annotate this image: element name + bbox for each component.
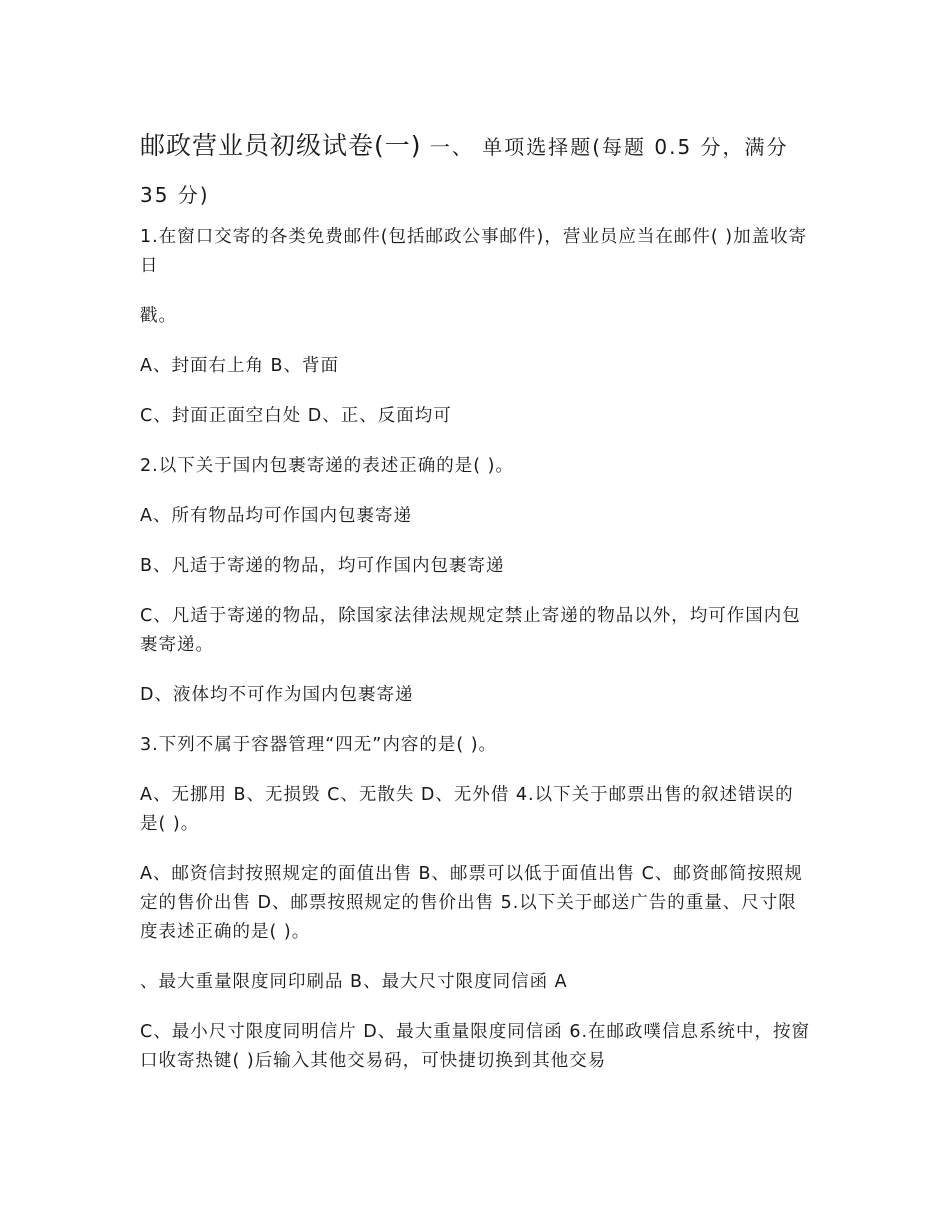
- question-4-options-and-question-5-stem: A、邮资信封按照规定的面值出售 B、邮票可以低于面值出售 C、邮资邮简按照规定的售价出售 D、邮票按照规定的售价出售 5.以下关于邮送广告的重量、尺寸限度表述正确的是( )。: [140, 864, 803, 942]
- question-1-stem-continued: 戳。: [140, 306, 177, 326]
- question-2-option-c: C、凡适于寄递的物品，除国家法律法规规定禁止寄递的物品以外，均可作国内包裹寄递。: [140, 606, 801, 655]
- question-2-option-a: A、所有物品均可作国内包裹寄递: [140, 506, 412, 526]
- question-5-options-cd-and-question-6-stem: C、最小尺寸限度同明信片 D、最大重量限度同信函 6.在邮政噗信息系统中，按窗口收寄热键( )后输入其他交易码，可快捷切换到其他交易: [140, 1022, 811, 1071]
- title-main: 邮政营业员初级试卷(一): [140, 131, 422, 160]
- document-body: [140, 122, 812, 1097]
- question-5-options-ab: 、最大重量限度同印刷品 B、最大尺寸限度同信函 A: [140, 972, 568, 992]
- question-1-options-ab: A、封面右上角 B、背面: [140, 356, 340, 376]
- question-3-stem: 3.下列不属于容器管理“四无”内容的是( )。: [140, 735, 498, 755]
- title-section-heading: 一、 单项选择题(每题 0.5 分，满分 35 分): [140, 135, 789, 207]
- question-2-stem: 2.以下关于国内包裹寄递的表述正确的是( )。: [140, 456, 514, 476]
- document-title: [140, 122, 812, 219]
- question-2-option-b: B、凡适于寄递的物品，均可作国内包裹寄递: [140, 556, 505, 576]
- question-2-option-d: D、液体均不可作为国内包裹寄递: [140, 685, 414, 705]
- question-1-stem: 1.在窗口交寄的各类免费邮件(包括邮政公事邮件)，营业员应当在邮件( )加盖收寄日: [140, 227, 808, 276]
- question-1-options-cd: C、封面正面空白处 D、正、反面均可: [140, 406, 452, 426]
- question-3-options-and-question-4-stem: A、无挪用 B、无损毁 C、无散失 D、无外借 4.以下关于邮票出售的叙述错误的是( )。: [140, 785, 794, 834]
